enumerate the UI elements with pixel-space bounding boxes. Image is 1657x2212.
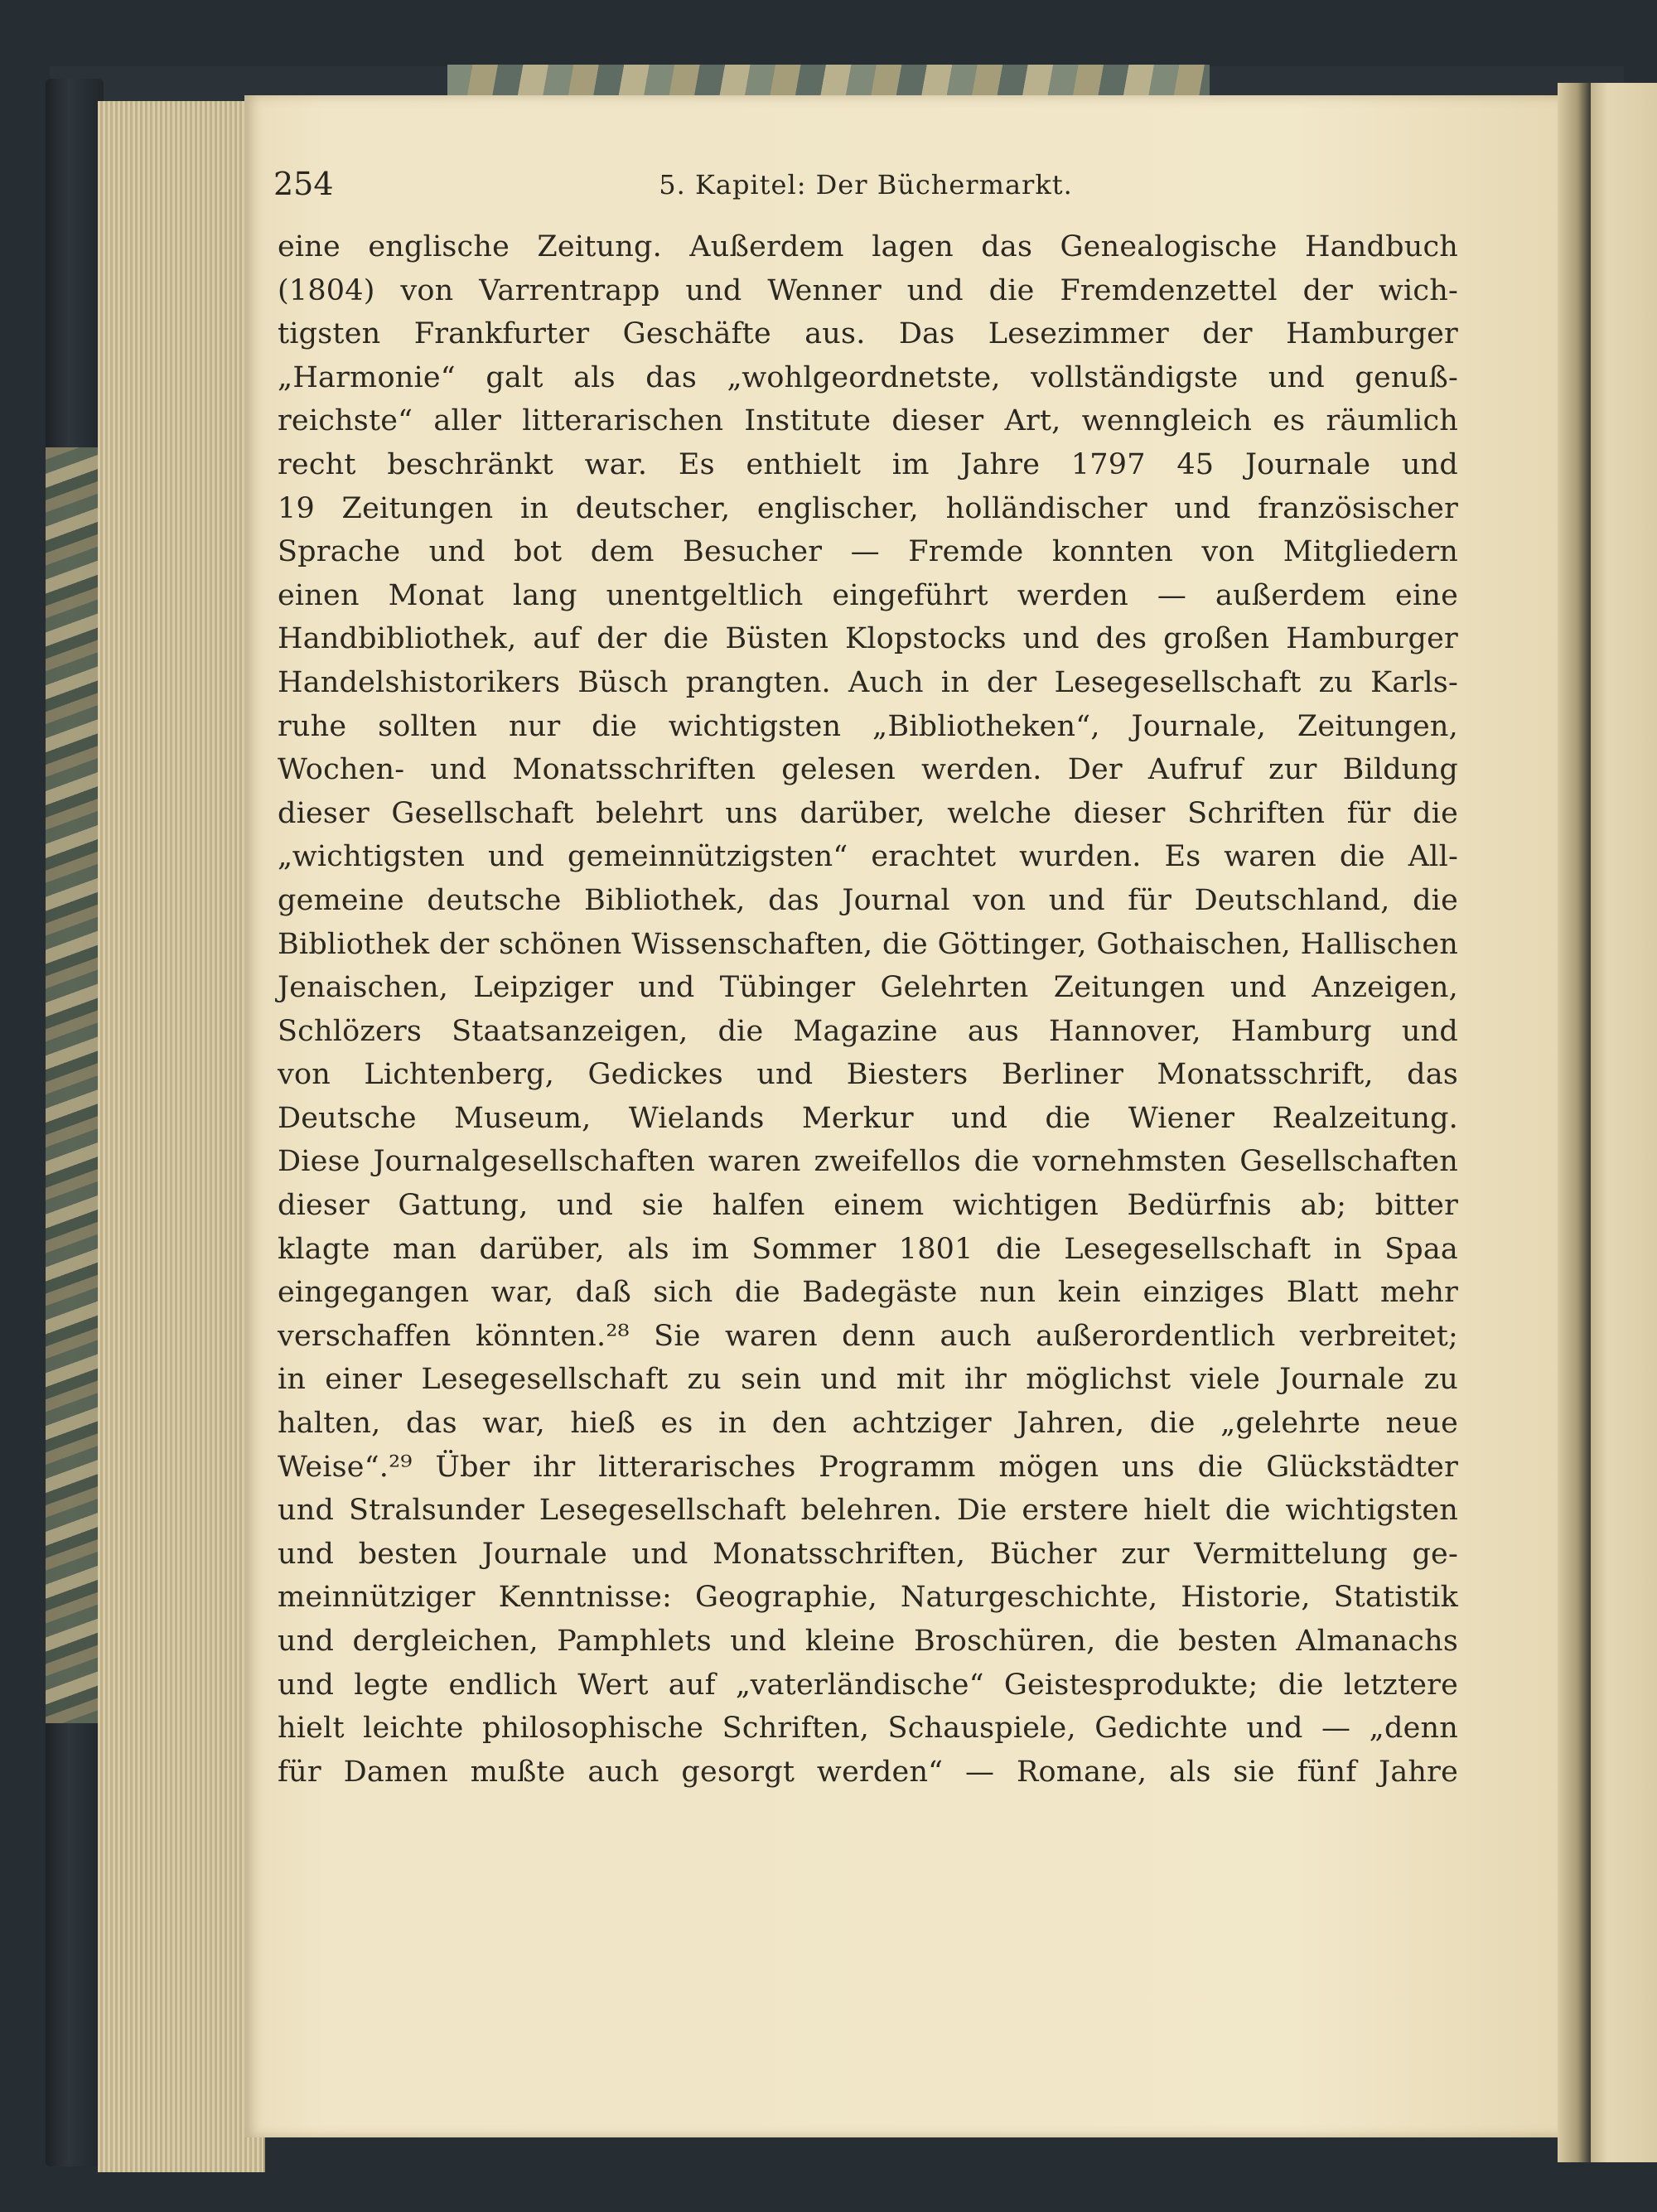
text-line: tigsten Frankfurter Geschäfte aus. Das Lesezimmer der Hamburger <box>278 317 1458 351</box>
page-edges <box>98 101 265 2172</box>
text-line: verschaffen könnten.²⁸ Sie waren denn auch außerordentlich verbreitet; <box>278 1319 1458 1353</box>
page-gutter <box>1558 83 1591 2162</box>
facing-page-edge <box>1587 83 1657 2162</box>
body-text <box>278 225 1458 1794</box>
text-line: 19 Zeitungen in deutscher, englischer, holländischer und französischer <box>278 491 1458 525</box>
text-line: hielt leichte philosophische Schriften, Schauspiele, Gedichte und — „denn <box>278 1712 1458 1746</box>
page-number: 254 <box>273 166 334 202</box>
text-line: ruhe sollten nur die wichtigsten „Bibliotheken“, Journale, Zeitungen, <box>278 709 1458 743</box>
text-line: und Stralsunder Lesegesellschaft belehren. Die erstere hielt die wichtigsten <box>278 1494 1458 1528</box>
text-line: recht beschränkt war. Es enthielt im Jahre 1797 45 Journale und <box>278 447 1458 481</box>
text-line: dieser Gattung, und sie halfen einem wichtigen Bedürfnis ab; bitter <box>278 1189 1458 1223</box>
text-line: Wochen- und Monatsschriften gelesen werden. Der Aufruf zur Bildung <box>278 753 1458 787</box>
text-line: Handbibliothek, auf der die Büsten Klopstocks und des großen Hamburger <box>278 622 1458 656</box>
text-line: Deutsche Museum, Wielands Merkur und die Wiener Realzeitung. <box>278 1101 1458 1135</box>
text-line: für Damen mußte auch gesorgt werden“ — Romane, als sie fünf Jahre <box>278 1755 1458 1789</box>
text-line: Diese Journalgesellschaften waren zweifellos die vornehmsten Gesellschaften <box>278 1145 1458 1179</box>
marbled-endpaper-left <box>46 447 104 1723</box>
text-line: meinnütziger Kenntnisse: Geographie, Naturgeschichte, Historie, Statistik <box>278 1581 1458 1615</box>
running-title: 5. Kapitel: Der Büchermarkt. <box>659 169 1073 200</box>
text-line: eine englische Zeitung. Außerdem lagen das Genealogische Handbuch <box>278 230 1458 263</box>
text-line: dieser Gesellschaft belehrt uns darüber, welche dieser Schriften für die <box>278 796 1458 830</box>
text-line: „Harmonie“ galt als das „wohlgeordnetste, vollständigste und genuß- <box>278 360 1458 394</box>
text-line: (1804) von Varrentrapp und Wenner und die Fremdenzettel der wich- <box>278 273 1458 307</box>
text-line: eingegangen war, daß sich die Badegäste nun kein einziges Blatt mehr <box>278 1276 1458 1310</box>
text-line: „wichtigsten und gemeinnützigsten“ erachtet wurden. Es waren die All- <box>278 840 1458 874</box>
text-line: gemeine deutsche Bibliothek, das Journal von und für Deutschland, die <box>278 883 1458 917</box>
text-line: Sprache und bot dem Besucher — Fremde konnten von Mitgliedern <box>278 535 1458 569</box>
text-line: Handelshistorikers Büsch prangten. Auch in der Lesegesellschaft zu Karls- <box>278 665 1458 699</box>
text-line: und dergleichen, Pamphlets und kleine Broschüren, die besten Almanachs <box>278 1625 1458 1658</box>
text-line: Bibliothek der schönen Wissenschaften, die Göttinger, Gothaischen, Hallischen <box>278 927 1458 961</box>
text-line: von Lichtenberg, Gedickes und Biesters Berliner Monatsschrift, das <box>278 1058 1458 1092</box>
text-line: Weise“.²⁹ Über ihr litterarisches Programm mögen uns die Glückstädter <box>278 1450 1458 1484</box>
text-line: klagte man darüber, als im Sommer 1801 die Lesegesellschaft in Spaa <box>278 1232 1458 1266</box>
text-line: und besten Journale und Monatsschriften, Bücher zur Vermittelung ge- <box>278 1537 1458 1571</box>
text-line: halten, das war, hieß es in den achtziger Jahren, die „gelehrte neue <box>278 1407 1458 1441</box>
text-line: einen Monat lang unentgeltlich eingeführt werden — außerdem eine <box>278 578 1458 612</box>
text-line: und legte endlich Wert auf „vaterländische“ Geistesprodukte; die letztere <box>278 1668 1458 1702</box>
page-header <box>273 166 1458 207</box>
text-line: Schlözers Staatsanzeigen, die Magazine aus Hannover, Hamburg und <box>278 1014 1458 1048</box>
text-line: in einer Lesegesellschaft zu sein und mit ihr möglichst viele Journale zu <box>278 1363 1458 1397</box>
text-line: reichste“ aller litterarischen Institute dieser Art, wenngleich es räumlich <box>278 404 1458 438</box>
text-line: Jenaischen, Leipziger und Tübinger Gelehrten Zeitungen und Anzeigen, <box>278 971 1458 1005</box>
